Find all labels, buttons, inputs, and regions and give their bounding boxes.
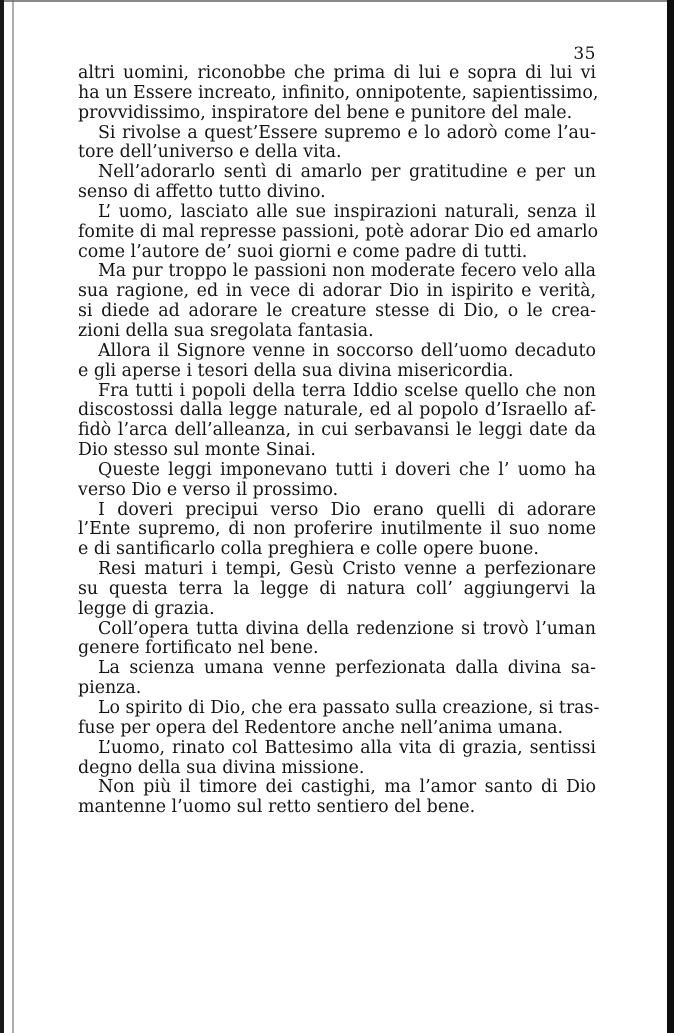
text-line: senso di affetto tutto divino. <box>78 182 326 203</box>
text-line: L’uomo, rinato col Battesimo alla vita di grazia, sentissi <box>98 737 596 758</box>
text-line: Si rivolse a quest’Essere supremo e lo adorò come l’au- <box>98 122 596 143</box>
text-line: discostossi dalla legge naturale, ed al popolo d’Israello af- <box>78 400 596 421</box>
text-line: Lo spirito di Dio, che era passato sulla creazione, si tras- <box>98 698 600 718</box>
text-line: l’Ente supremo, di non proferire inutilmente il suo nome <box>78 519 596 540</box>
text-line: provvidissimo, inspiratore del bene e punitore del male. <box>78 102 573 123</box>
text-line: Fra tutti i popoli della terra Iddio scelse quello che non <box>98 380 596 401</box>
text-line: degno della sua divina missione. <box>78 757 365 778</box>
text-line: Allora il Signore venne in soccorso dell’uomo decaduto <box>98 340 596 361</box>
body-text <box>78 63 600 818</box>
page-left-edge <box>0 0 4 1033</box>
text-line: e di santificarlo colla preghiera e colle opere buone. <box>78 539 539 560</box>
text-line: altri uomini, riconobbe che prima di lui e sopra di lui vi <box>78 63 596 83</box>
page-gutter-shadow <box>12 0 14 1033</box>
text-line: mantenne l’uomo sul retto sentiero del bene. <box>78 797 476 818</box>
text-line: Dio stesso sul monte Sinai. <box>78 440 316 461</box>
text-line: fuse per opera del Redentore anche nell’anima umana. <box>78 717 564 738</box>
text-line: tore dell’universo e della vita. <box>78 142 342 163</box>
text-line: ha un Essere increato, infinito, onnipotente, sapientissimo, <box>78 82 599 103</box>
page-right-edge <box>667 0 674 1033</box>
text-line: Queste leggi imponevano tutti i doveri che l’ uomo ha <box>98 459 596 480</box>
page-number: 35 <box>573 44 596 64</box>
text-line: Resi maturi i tempi, Gesù Cristo venne a perfezionare <box>98 559 596 580</box>
text-line: Nell’adorarlo sentì di amarlo per gratitudine e per un <box>98 162 596 183</box>
text-line: come l’autore de’ suoi giorni e come padre di tutti. <box>78 241 528 262</box>
text-line: pienza. <box>78 678 142 699</box>
text-line: Non più il timore dei castighi, ma l’amor santo di Dio <box>98 777 596 798</box>
text-line: La scienza umana venne perfezionata dalla divina sa- <box>98 658 596 679</box>
text-line: genere fortificato nel bene. <box>78 638 319 659</box>
text-line: verso Dio e verso il prossimo. <box>78 479 339 500</box>
text-line: sua ragione, ed in vece di adorar Dio in ispirito e verità, <box>78 281 596 302</box>
text-line: I doveri precipui verso Dio erano quelli di adorare <box>98 499 596 520</box>
text-line: si diede ad adorare le creature stesse di Dio, o le crea- <box>78 301 596 322</box>
text-line: Coll’opera tutta divina della redenzione si trovò l’uman <box>98 618 596 639</box>
text-line: e gli aperse i tesori della sua divina misericordia. <box>78 360 514 381</box>
text-line: fidò l’arca dell’alleanza, in cui serbavansi le leggi date da <box>78 420 596 441</box>
text-line: fomite di mal represse passioni, potè adorar Dio ed amarlo <box>78 221 599 242</box>
text-line: L’ uomo, lasciato alle sue inspirazioni naturali, senza il <box>98 201 596 222</box>
text-line: su questa terra la legge di natura coll’ aggiungervi la <box>78 578 596 599</box>
text-line: legge di grazia. <box>78 598 215 619</box>
page-top-edge <box>0 0 674 2</box>
text-line: Ma pur troppo le passioni non moderate fecero velo alla <box>98 261 596 282</box>
text-line: zioni della sua sregolata fantasia. <box>78 320 374 341</box>
